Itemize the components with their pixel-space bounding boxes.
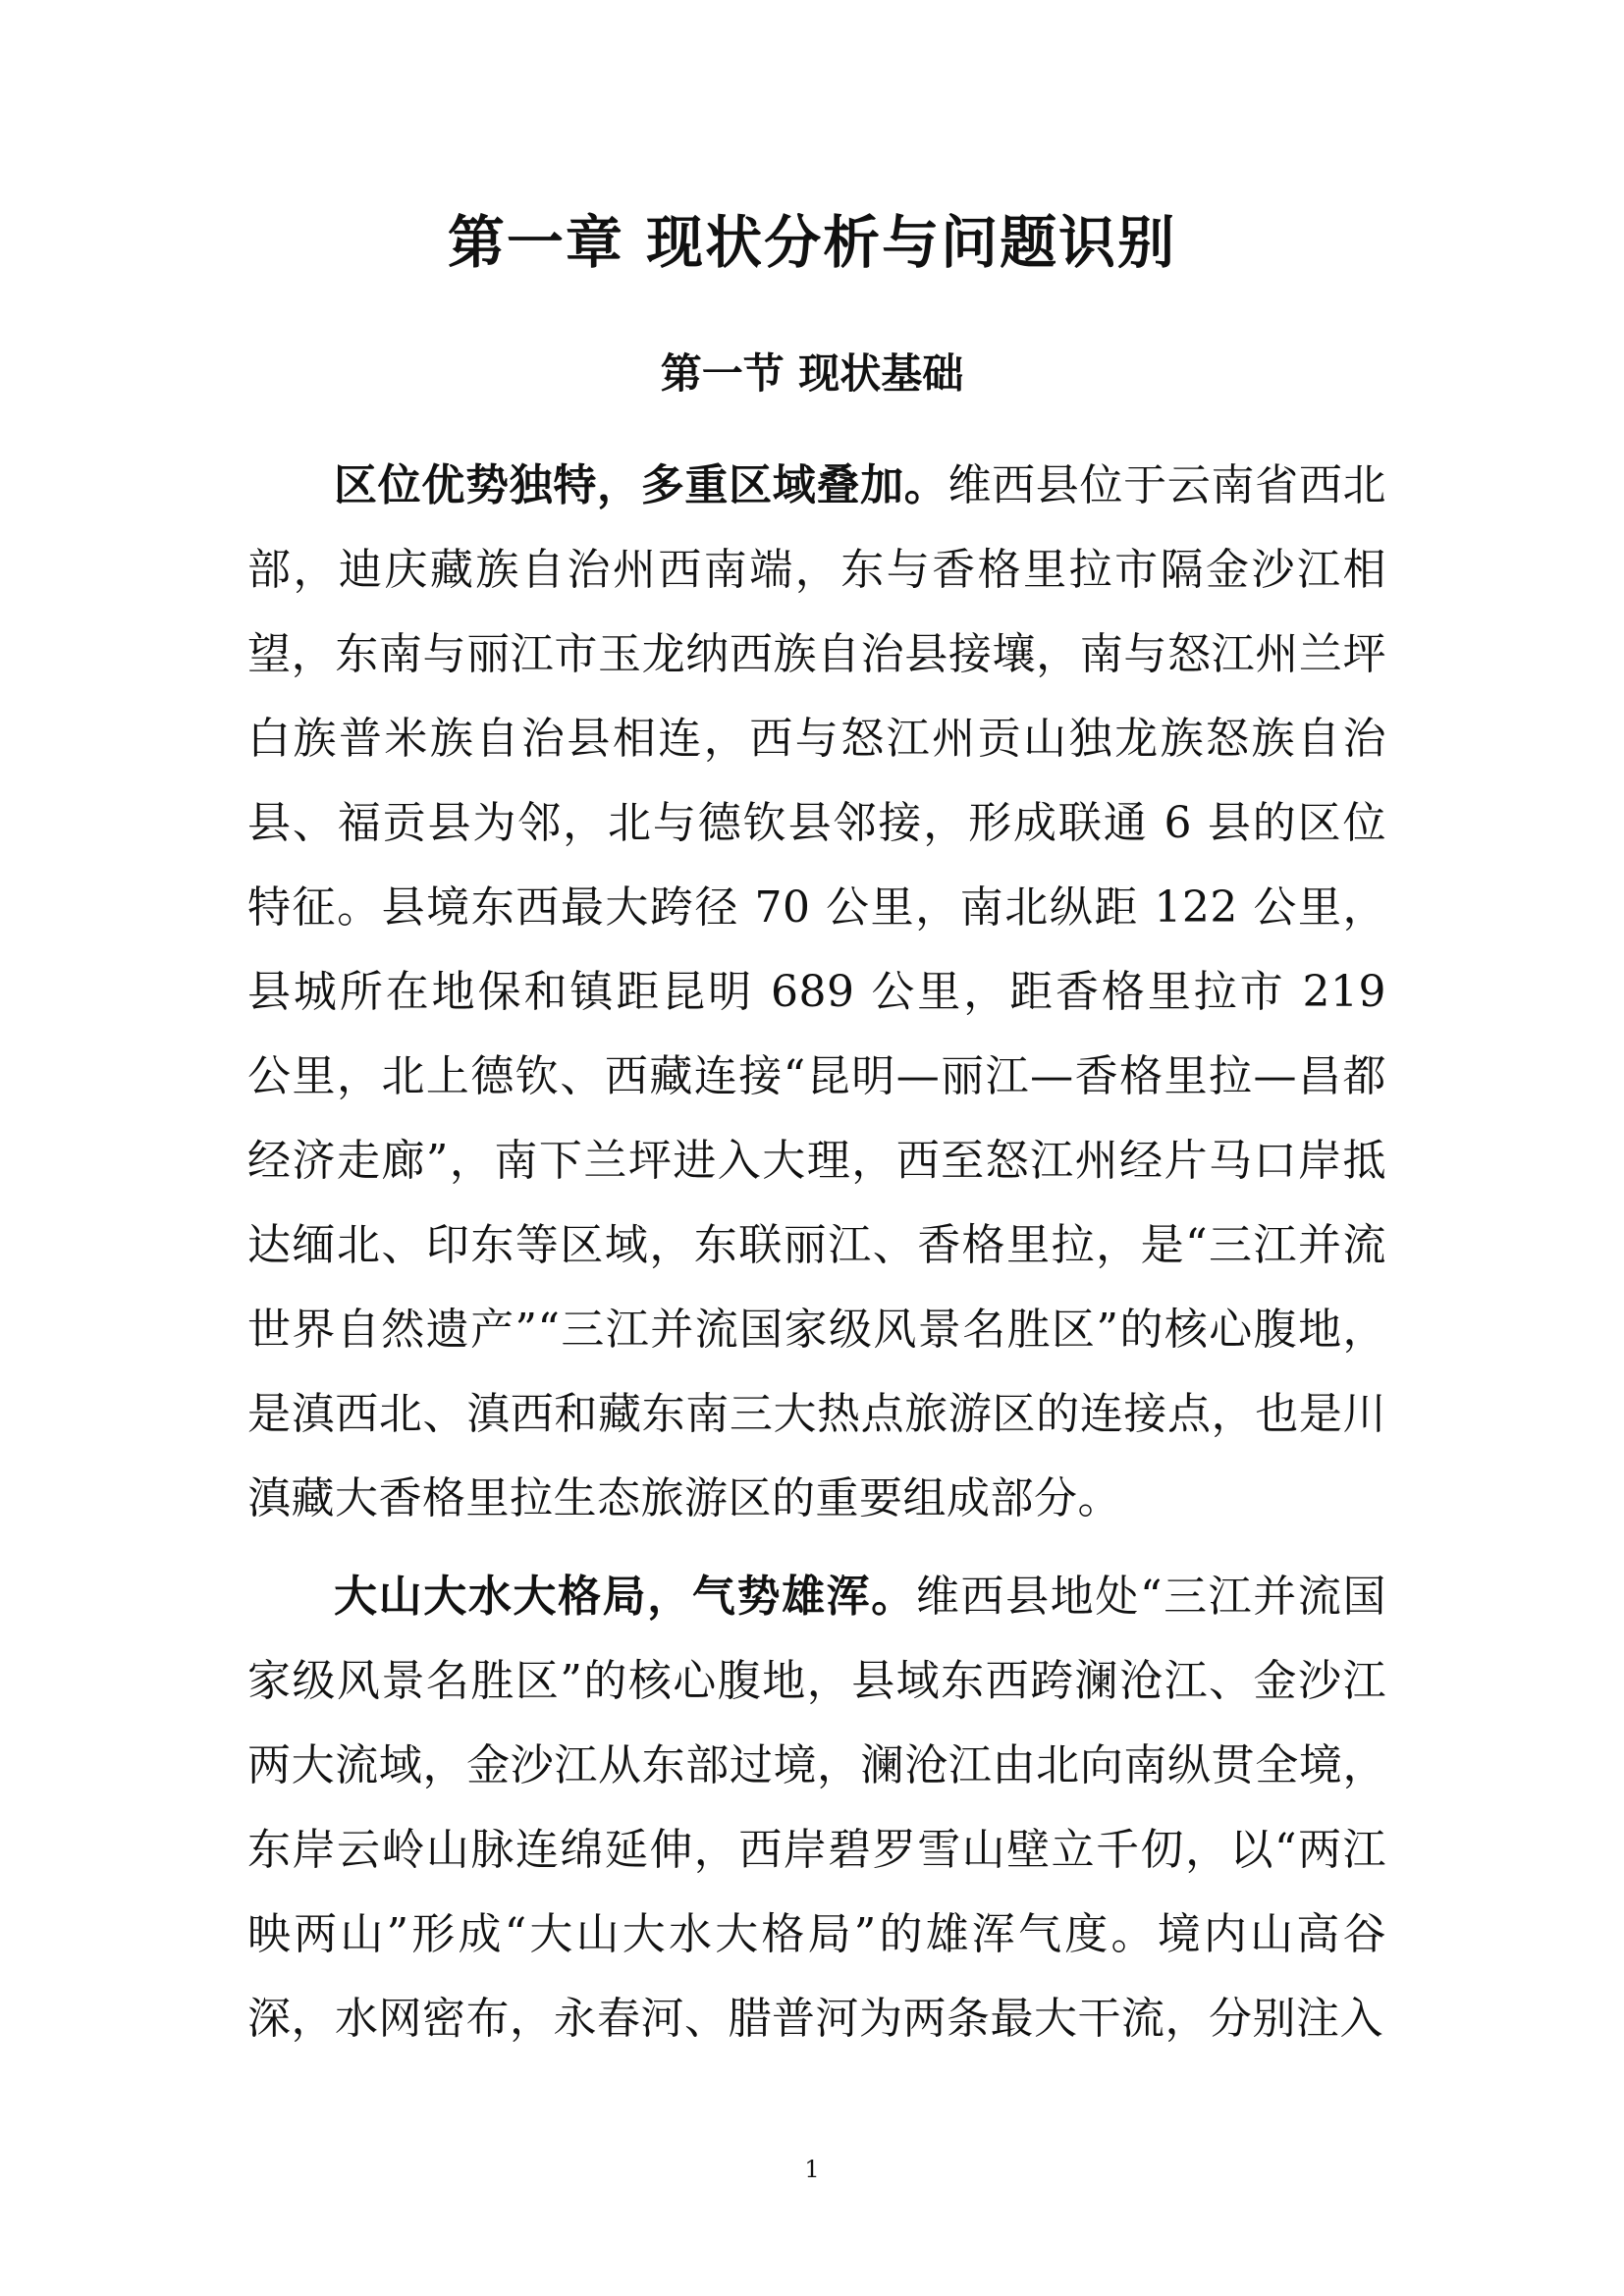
paragraph-lead: 大山大水大格局，气势雄浑。 [334, 1572, 916, 1622]
paragraph-body: 维西县位于云南省西北部，迪庆藏族自治州西南端，东与香格里拉市隔金沙江相望，东南与丽江市玉龙纳西族自治县接壤，南与怒江州兰坪白族普米族自治县相连，西与怒江州贡山独龙族怒族自治县、福贡县为邻，北与德钦县邻接，形成联通 6 县的区位特征。县境东西最大跨径 70 公里，南北纵距 122 公里，县城所在地保和镇距昆明 689 公里，距香格里拉市 219 公里，北上德钦、西藏连接“昆明—丽江—香格里拉—昌都经济走廊”，南下兰坪进入大理，西至怒江州经片马口岸抵达缅北、印东等区域，东联丽江、香格里拉，是“三江并流世界自然遗产”“三江并流国家级风景名胜区”的核心腹地，是滇西北、滇西和藏东南三大热点旅游区的连接点，也是川滇藏大香格里拉生态旅游区的重要组成部分。 [247, 460, 1387, 1523]
paragraph-location [247, 444, 1386, 1541]
page-number: 1 [804, 2156, 820, 2183]
paragraph-landscape [247, 1555, 1386, 2061]
body-text [247, 444, 1386, 2061]
section-title: 第一节 现状基础 [660, 349, 964, 398]
paragraph-body: 维西县地处“三江并流国家级风景名胜区”的核心腹地，县域东西跨澜沧江、金沙江两大流域，金沙江从东部过境，澜沧江由北向南纵贯全境，东岸云岭山脉连绵延伸，西岸碧罗雪山壁立千仞，以“两江映两山”形成“大山大水大格局”的雄浑气度。境内山高谷深，水网密布，永春河、腊普河为两条最大干流，分别注入 [247, 1572, 1387, 2044]
paragraph-lead: 区位优势独特，多重区域叠加。 [334, 460, 948, 510]
chapter-title: 第一章 现状分析与问题识别 [447, 209, 1177, 276]
